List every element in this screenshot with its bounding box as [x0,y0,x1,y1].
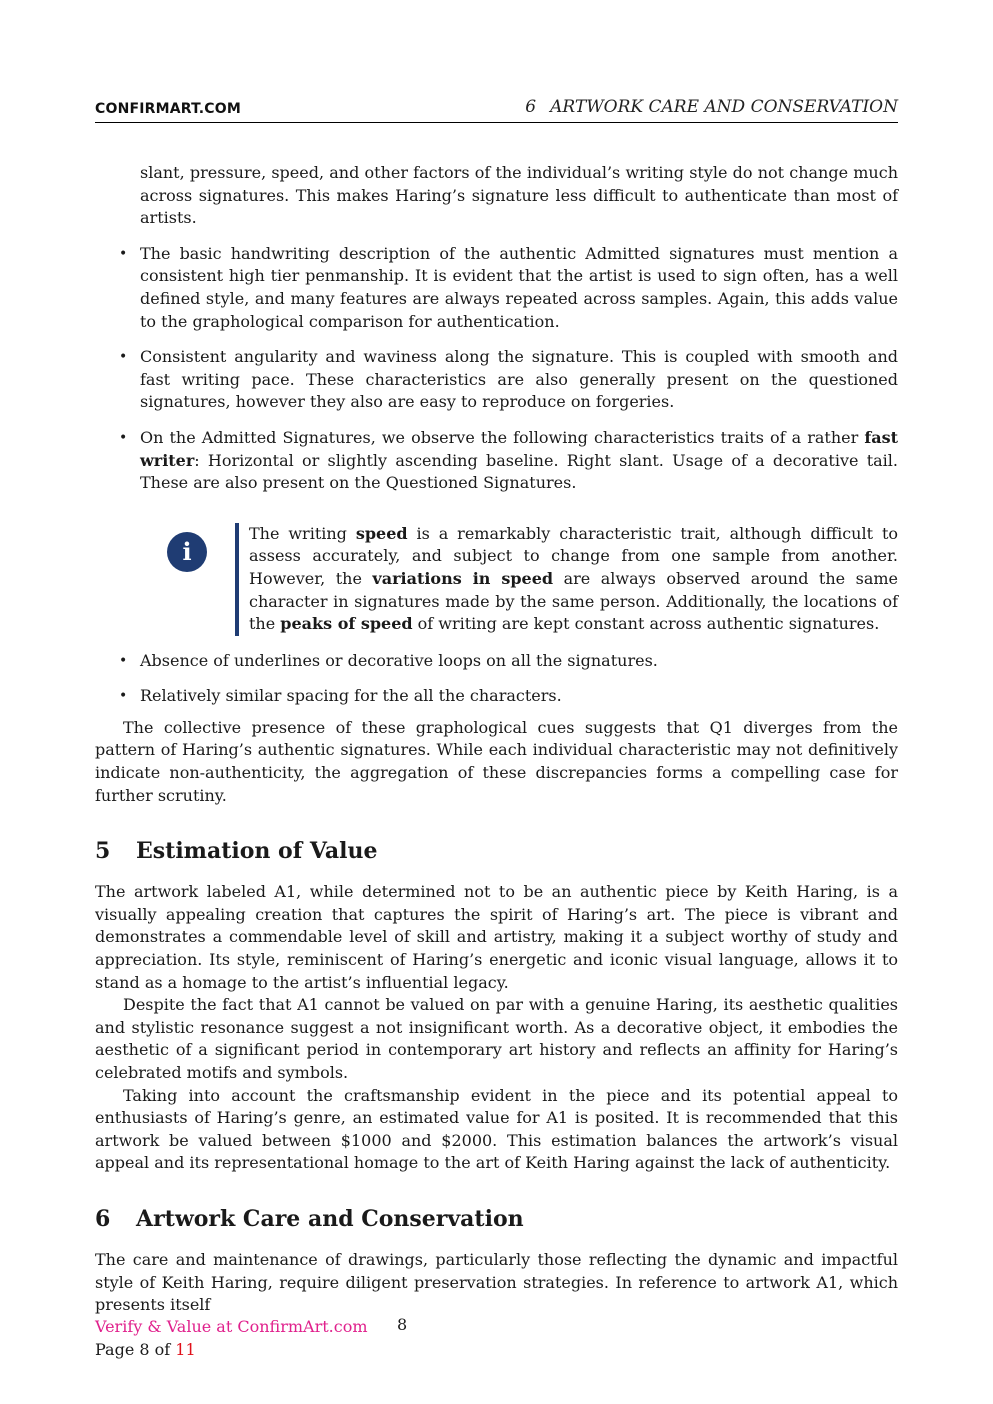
section-title: Artwork Care and Conservation [136,1205,524,1232]
paragraph: The artwork labeled A1, while determined not to be an authentic piece by Keith Haring, is a visually appealing creation that captures the spirit of Haring’s art. The piece is vibrant and demonstrates a commendable level of skill and artistry, making it a subject worthy of study and appreciation. Its style, reminiscent of Haring’s energetic and iconic visual language, allows it to stand as a homage to the artist’s influential legacy. [95,882,898,992]
section-title: Estimation of Value [136,838,378,865]
bold-term: speed [355,523,408,543]
section-heading-6 [95,1205,898,1233]
text-run: : Horizontal or slightly ascending baseline. Right slant. Usage of a decorative tail. These are also present on the Questioned Signatures. [140,450,898,493]
info-icon: i [167,532,207,572]
bullet-list-2 [95,650,898,708]
list-item-fast-writer [95,427,898,495]
confirmart-logo: CONFIRMART.COM [95,101,242,117]
list-item: • The basic handwriting description of the authentic Admitted signatures must mention a consistent high tier penmanship. It is evident that the artist is used to sign often, has a well defined style, and many features are always repeated across samples. Again, this adds value to the graphological comparison for authentication. [95,243,898,333]
list-item: • Relatively similar spacing for the all the characters. [95,685,898,708]
page-footer [95,1315,368,1361]
page-content [95,162,898,1317]
list-item: • Absence of underlines or decorative loops on all the signatures. [95,650,898,673]
page-header [95,96,898,123]
confirmart-link[interactable]: Verify & Value at ConfirmArt.com [95,1317,368,1336]
paragraph: The care and maintenance of drawings, particularly those reflecting the dynamic and impactful style of Keith Haring, require diligent preservation strategies. In reference to artwork A1, which presents itself [95,1249,898,1315]
page-number: 8 [397,1315,408,1334]
bold-term: variations in speed [372,568,554,588]
conclusion-paragraph: The collective presence of these graphological cues suggests that Q1 diverges from the pattern of Haring’s authentic signatures. While each individual characteristic may not definitively indicate non-authenticity, the aggregation of these discrepancies forms a compelling case for further scrutiny. [95,717,898,805]
text-run: of writing are kept constant across authentic signatures. [412,614,880,634]
section-number: 5 [95,838,111,865]
info-note [167,523,898,636]
list-item: • Consistent angularity and waviness along the signature. This is coupled with smooth and fast writing pace. These characteristics are also generally present on the questioned signatures, however they also are easy to reproduce on forgeries. [95,346,898,414]
total-pages-link[interactable]: 11 [175,1340,196,1359]
paragraph: Taking into account the craftsmanship evident in the piece and its potential appeal to enthusiasts of Haring’s genre, an estimated value for A1 is posited. It is recommended that this artwork be valued between $1000 and $2000. This estimation balances the artwork’s visual appeal and its representational homage to the art of Keith Haring against the lack of authenticity. [95,1085,898,1173]
info-note-text [235,523,898,636]
text-run: is a remarkably characteristic trait, although difficult to assess accurately, and subject to change from one sample from another. However, the [249,523,899,588]
continued-paragraph: slant, pressure, speed, and other factors of the individual’s writing style do not change much across signatures. This makes Haring’s signature less difficult to authenticate than most of artists. [140,163,898,228]
text-run: On the Admitted Signatures, we observe the following characteristics traits of a rather [140,427,865,447]
section-heading-5 [95,837,898,865]
bullet-list-1 [95,243,898,495]
running-head-title: ARTWORK CARE AND CONSERVATION [550,97,898,117]
bold-term: peaks of speed [280,614,413,634]
text-run: are always observed around the same character in signatures made by the same person. Additionally, the locations of the [249,568,899,634]
running-head [525,97,898,117]
text-run: The writing [249,523,356,543]
section-number: 6 [95,1205,111,1232]
paragraph: Despite the fact that A1 cannot be valued on par with a genuine Haring, its aesthetic qualities and stylistic resonance suggest a not insignificant worth. As a decorative object, it embodies the aesthetic of a significant period in contemporary art history and reflects an affinity for Haring’s celebrated motifs and symbols. [95,995,898,1082]
page-count [95,1338,368,1361]
page-count-label: Page 8 of [95,1340,176,1359]
running-head-number: 6 [525,97,537,117]
bold-term: fast writer [140,427,898,470]
